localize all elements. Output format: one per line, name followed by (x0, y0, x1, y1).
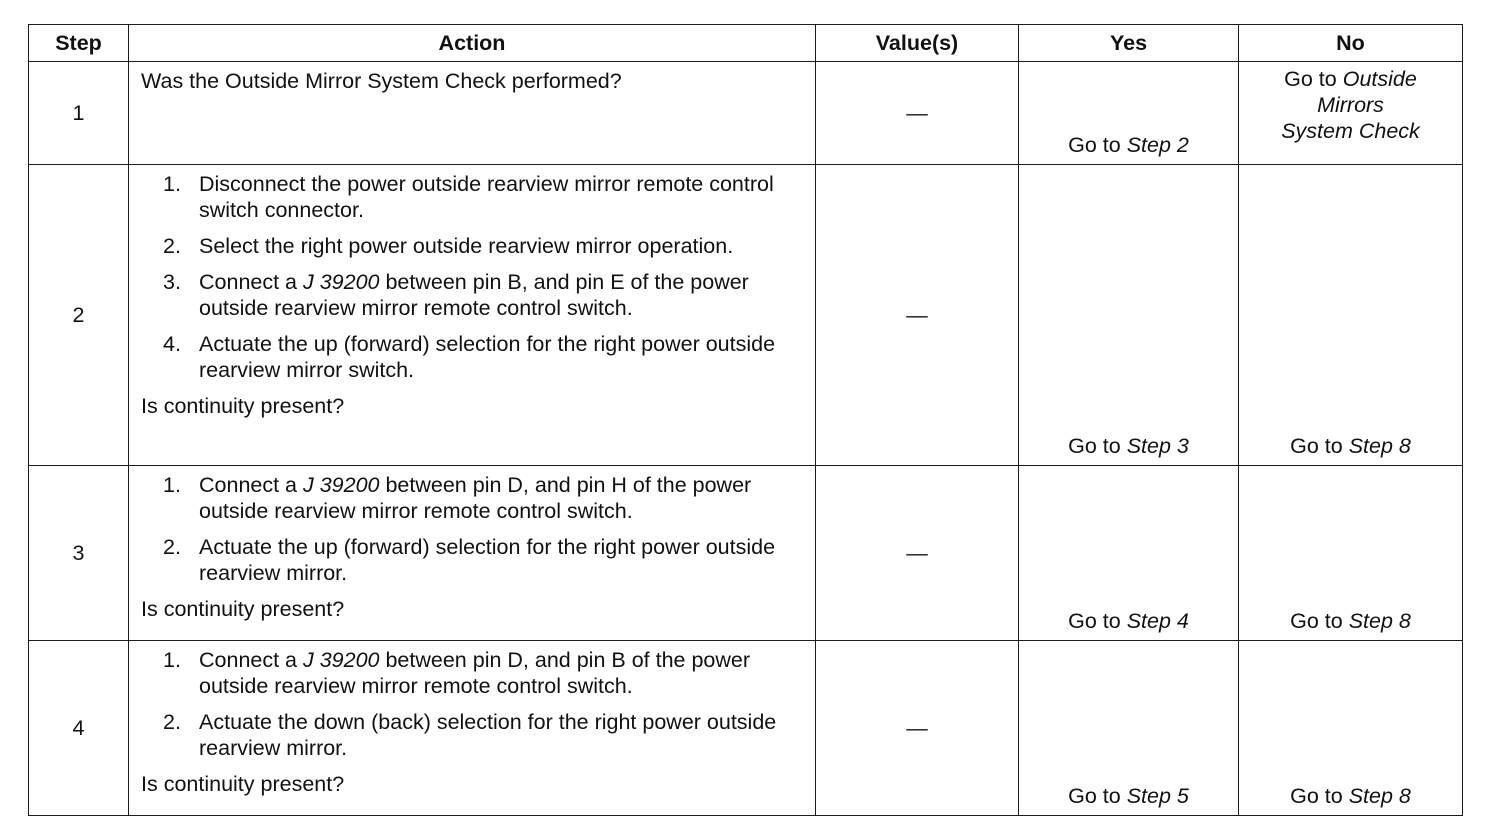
header-row (29, 25, 1463, 62)
yes-prefix: Go to (1068, 434, 1127, 458)
item-number: 1. (163, 473, 181, 497)
no-cell (1239, 641, 1463, 816)
no-check-link-line2[interactable]: Mirrors (1317, 93, 1384, 117)
table-row (29, 165, 1463, 466)
header-action: Action (129, 25, 816, 62)
no-step-link[interactable]: Step 8 (1348, 784, 1411, 808)
yes-step-link[interactable]: Step 2 (1126, 133, 1189, 157)
item-text: Actuate the up (forward) selection for the right power outside rearview mirror switch. (199, 332, 776, 382)
action-item (141, 709, 795, 761)
action-item (141, 269, 795, 321)
action-cell (129, 62, 816, 165)
tool-name: J 39200 (302, 648, 380, 672)
yes-prefix: Go to (1068, 609, 1127, 633)
item-text: Connect a (199, 473, 303, 497)
no-prefix: Go to (1290, 784, 1349, 808)
step-number: 3 (29, 466, 129, 641)
tool-name: J 39200 (302, 473, 380, 497)
no-step-link[interactable]: Step 8 (1348, 434, 1411, 458)
yes-step-link[interactable]: Step 3 (1126, 434, 1189, 458)
step-number: 1 (29, 62, 129, 165)
no-check-link-line3[interactable]: System Check (1281, 119, 1420, 143)
value-cell: — (816, 641, 1019, 816)
item-number: 1. (163, 648, 181, 672)
item-text-rest: between pin B, and pin E of the power outside rearview mirror remote control switch. (199, 270, 749, 320)
table-row (29, 641, 1463, 816)
header-values: Value(s) (816, 25, 1019, 62)
diagnostic-table (28, 24, 1463, 816)
yes-prefix: Go to (1068, 784, 1127, 808)
item-number: 2. (163, 234, 181, 258)
header-step: Step (29, 25, 129, 62)
action-question: Was the Outside Mirror System Check performed? (141, 69, 622, 93)
item-text-rest: between pin D, and pin B of the power outside rearview mirror remote control switch. (199, 648, 751, 698)
no-cell (1239, 165, 1463, 466)
yes-step-link[interactable]: Step 5 (1126, 784, 1189, 808)
action-question: Is continuity present? (141, 597, 345, 621)
action-question: Is continuity present? (141, 772, 345, 796)
item-text: Actuate the down (back) selection for the right power outside rearview mirror. (199, 710, 777, 760)
item-text: Connect a (199, 648, 303, 672)
item-text: Select the right power outside rearview mirror operation. (199, 234, 734, 258)
action-item (141, 171, 795, 223)
header-no: No (1239, 25, 1463, 62)
action-item (141, 647, 795, 699)
tool-name: J 39200 (302, 270, 380, 294)
no-step-link[interactable]: Step 8 (1348, 609, 1411, 633)
table-row (29, 62, 1463, 165)
no-prefix: Go to (1290, 434, 1349, 458)
header-yes: Yes (1019, 25, 1239, 62)
item-number: 1. (163, 172, 181, 196)
no-prefix: Go to (1284, 67, 1343, 91)
step-number: 4 (29, 641, 129, 816)
action-cell (129, 641, 816, 816)
table-row (29, 466, 1463, 641)
item-number: 2. (163, 535, 181, 559)
item-text: Connect a (199, 270, 303, 294)
yes-cell (1019, 165, 1239, 466)
yes-step-link[interactable]: Step 4 (1126, 609, 1189, 633)
yes-cell (1019, 62, 1239, 165)
value-cell: — (816, 466, 1019, 641)
no-cell (1239, 62, 1463, 165)
action-question: Is continuity present? (141, 394, 345, 418)
action-item (141, 472, 795, 524)
no-check-link[interactable]: Outside (1342, 67, 1417, 91)
no-prefix: Go to (1290, 609, 1349, 633)
action-item (141, 331, 795, 383)
item-number: 3. (163, 270, 181, 294)
yes-cell (1019, 641, 1239, 816)
value-cell: — (816, 165, 1019, 466)
item-text: Actuate the up (forward) selection for the right power outside rearview mirror. (199, 535, 776, 585)
item-text: Disconnect the power outside rearview mirror remote control switch connector. (199, 172, 774, 222)
step-number: 2 (29, 165, 129, 466)
action-cell (129, 466, 816, 641)
item-number: 2. (163, 710, 181, 734)
action-item (141, 534, 795, 586)
item-text-rest: between pin D, and pin H of the power outside rearview mirror remote control switch. (199, 473, 752, 523)
item-number: 4. (163, 332, 181, 356)
action-item (141, 233, 795, 259)
yes-cell (1019, 466, 1239, 641)
action-cell (129, 165, 816, 466)
value-cell: — (816, 62, 1019, 165)
no-cell (1239, 466, 1463, 641)
yes-prefix: Go to (1068, 133, 1127, 157)
